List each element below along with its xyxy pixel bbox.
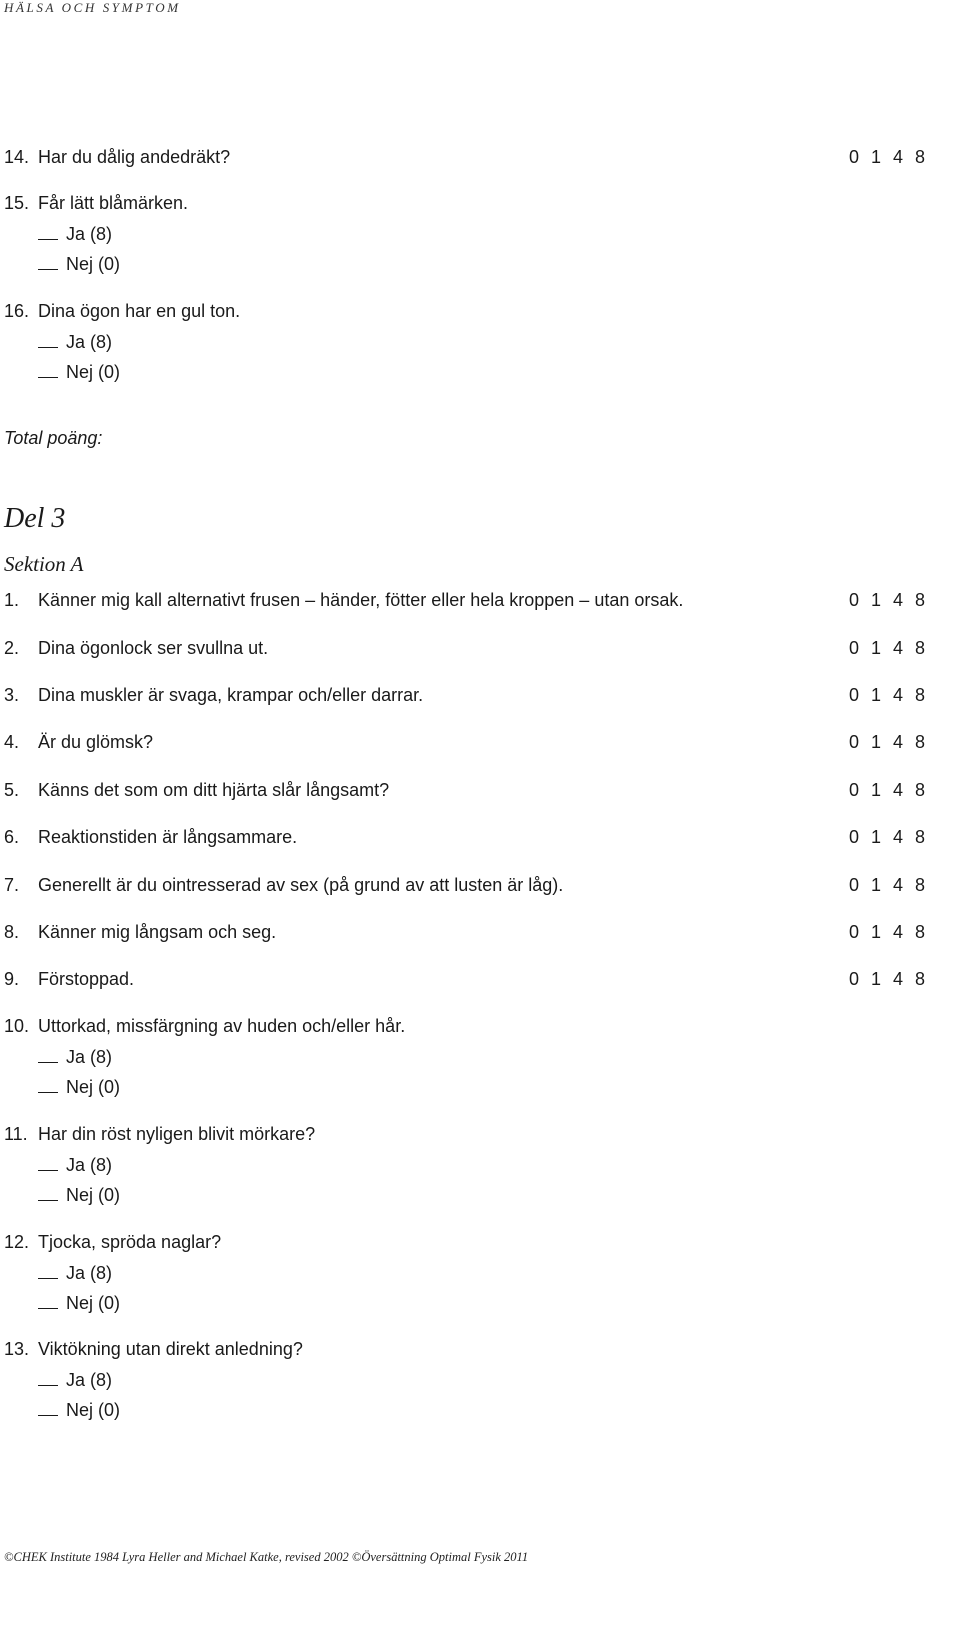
score-4[interactable]: 4 <box>893 590 904 610</box>
option-yes[interactable] <box>38 1047 112 1067</box>
answer-blank[interactable] <box>38 1078 58 1093</box>
score-scale[interactable] <box>849 875 937 895</box>
page-header: HÄLSA OCH SYMPTOM <box>4 0 181 15</box>
score-4[interactable]: 4 <box>893 147 904 167</box>
question-number: 11. <box>4 1124 28 1144</box>
score-1[interactable]: 1 <box>871 638 882 658</box>
score-8[interactable]: 8 <box>915 922 926 942</box>
question-16 <box>4 301 240 321</box>
option-label: Ja (8) <box>66 332 113 352</box>
option-label: Nej (0) <box>66 1400 121 1420</box>
score-1[interactable]: 1 <box>871 590 882 610</box>
question-text: Uttorkad, missfärgning av huden och/eller hår. <box>38 1016 406 1036</box>
question-number: 4. <box>4 732 20 752</box>
question-number: 14. <box>4 147 30 167</box>
score-scale[interactable] <box>849 685 937 705</box>
question-14 <box>4 147 230 167</box>
question-a13 <box>4 1339 303 1359</box>
answer-blank[interactable] <box>38 1264 58 1279</box>
score-0[interactable]: 0 <box>849 147 860 167</box>
option-yes[interactable] <box>38 332 112 352</box>
score-0[interactable]: 0 <box>849 969 860 989</box>
score-8[interactable]: 8 <box>915 685 926 705</box>
option-label: Ja (8) <box>66 1370 113 1390</box>
question-a4 <box>4 732 153 752</box>
question-text: Har din röst nyligen blivit mörkare? <box>38 1124 316 1144</box>
score-8[interactable]: 8 <box>915 780 926 800</box>
answer-blank[interactable] <box>38 363 58 378</box>
score-0[interactable]: 0 <box>849 638 860 658</box>
score-4[interactable]: 4 <box>893 732 904 752</box>
question-a3 <box>4 685 423 705</box>
option-yes[interactable] <box>38 1155 112 1175</box>
question-a7 <box>4 875 563 895</box>
score-scale[interactable] <box>849 969 937 989</box>
answer-blank[interactable] <box>38 333 58 348</box>
score-8[interactable]: 8 <box>915 875 926 895</box>
score-8[interactable]: 8 <box>915 732 926 752</box>
score-4[interactable]: 4 <box>893 875 904 895</box>
question-a8 <box>4 922 276 942</box>
question-a11 <box>4 1124 315 1144</box>
option-yes[interactable] <box>38 224 112 244</box>
option-no[interactable] <box>38 1077 120 1097</box>
score-1[interactable]: 1 <box>871 922 882 942</box>
score-1[interactable]: 1 <box>871 780 882 800</box>
question-number: 12. <box>4 1232 30 1252</box>
option-label: Nej (0) <box>66 254 121 274</box>
question-text: Känner mig långsam och seg. <box>38 922 277 942</box>
option-label: Ja (8) <box>66 1155 113 1175</box>
option-label: Ja (8) <box>66 1047 113 1067</box>
question-text: Känns det som om ditt hjärta slår långsamt? <box>38 780 390 800</box>
score-1[interactable]: 1 <box>871 685 882 705</box>
question-text: Är du glömsk? <box>38 732 154 752</box>
score-scale[interactable] <box>849 147 937 167</box>
option-label: Nej (0) <box>66 1077 121 1097</box>
question-text: Generellt är du ointresserad av sex (på grund av att lusten är låg). <box>38 875 564 895</box>
score-8[interactable]: 8 <box>915 638 926 658</box>
score-0[interactable]: 0 <box>849 732 860 752</box>
option-label: Ja (8) <box>66 1263 113 1283</box>
answer-blank[interactable] <box>38 1186 58 1201</box>
score-8[interactable]: 8 <box>915 147 926 167</box>
question-text: Dina ögon har en gul ton. <box>38 301 241 321</box>
option-label: Nej (0) <box>66 1185 121 1205</box>
answer-blank[interactable] <box>38 1401 58 1416</box>
question-number: 13. <box>4 1339 30 1359</box>
score-4[interactable]: 4 <box>893 685 904 705</box>
answer-blank[interactable] <box>38 1294 58 1309</box>
question-a1 <box>4 590 683 610</box>
score-1[interactable]: 1 <box>871 969 882 989</box>
question-number: 15. <box>4 193 30 213</box>
question-text: Känner mig kall alternativt frusen – händer, fötter eller hela kroppen – utan orsak. <box>38 590 684 610</box>
question-a12 <box>4 1232 221 1252</box>
question-number: 6. <box>4 827 20 847</box>
option-no[interactable] <box>38 1185 120 1205</box>
question-number: 1. <box>4 590 20 610</box>
answer-blank[interactable] <box>38 255 58 270</box>
score-scale[interactable] <box>849 922 937 942</box>
score-1[interactable]: 1 <box>871 875 882 895</box>
option-label: Nej (0) <box>66 1293 121 1313</box>
question-a2 <box>4 638 268 658</box>
score-4[interactable]: 4 <box>893 969 904 989</box>
part-title: Del 3 <box>4 503 66 534</box>
option-label: Ja (8) <box>66 224 113 244</box>
question-text: Reaktionstiden är långsammare. <box>38 827 298 847</box>
question-text: Förstoppad. <box>38 969 135 989</box>
question-a6 <box>4 827 297 847</box>
question-text: Tjocka, spröda naglar? <box>38 1232 222 1252</box>
question-15 <box>4 193 188 213</box>
question-text: Dina ögonlock ser svullna ut. <box>38 638 269 658</box>
question-text: Dina muskler är svaga, krampar och/eller darrar. <box>38 685 424 705</box>
question-text: Viktökning utan direkt anledning? <box>38 1339 303 1359</box>
score-0[interactable]: 0 <box>849 827 860 847</box>
score-4[interactable]: 4 <box>893 780 904 800</box>
score-4[interactable]: 4 <box>893 922 904 942</box>
question-number: 3. <box>4 685 20 705</box>
option-label: Nej (0) <box>66 362 121 382</box>
total-score-label: Total poäng: <box>4 428 103 448</box>
answer-blank[interactable] <box>38 225 58 240</box>
question-number: 8. <box>4 922 20 942</box>
question-number: 9. <box>4 969 20 989</box>
answer-blank[interactable] <box>38 1371 58 1386</box>
answer-blank[interactable] <box>38 1048 58 1063</box>
option-no[interactable] <box>38 1293 120 1313</box>
score-0[interactable]: 0 <box>849 590 860 610</box>
score-8[interactable]: 8 <box>915 969 926 989</box>
score-scale[interactable] <box>849 732 937 752</box>
score-0[interactable]: 0 <box>849 685 860 705</box>
copyright-footer: ©CHEK Institute 1984 Lyra Heller and Michael Katke, revised 2002 ©Översättning Optimal Fysik 2011 <box>4 1550 529 1564</box>
score-scale[interactable] <box>849 827 937 847</box>
option-no[interactable] <box>38 254 120 274</box>
question-number: 7. <box>4 875 20 895</box>
score-4[interactable]: 4 <box>893 827 904 847</box>
score-8[interactable]: 8 <box>915 590 926 610</box>
section-title: Sektion A <box>4 552 84 576</box>
score-0[interactable]: 0 <box>849 922 860 942</box>
answer-blank[interactable] <box>38 1156 58 1171</box>
score-1[interactable]: 1 <box>871 827 882 847</box>
score-0[interactable]: 0 <box>849 875 860 895</box>
question-text: Har du dålig andedräkt? <box>38 147 231 167</box>
score-scale[interactable] <box>849 590 937 610</box>
score-1[interactable]: 1 <box>871 732 882 752</box>
question-a5 <box>4 780 389 800</box>
score-8[interactable]: 8 <box>915 827 926 847</box>
question-number: 2. <box>4 638 20 658</box>
score-scale[interactable] <box>849 638 937 658</box>
question-number: 10. <box>4 1016 30 1036</box>
question-a9 <box>4 969 134 989</box>
score-4[interactable]: 4 <box>893 638 904 658</box>
score-0[interactable]: 0 <box>849 780 860 800</box>
option-yes[interactable] <box>38 1263 112 1283</box>
question-a10 <box>4 1016 405 1036</box>
question-text: Får lätt blåmärken. <box>38 193 189 213</box>
question-number: 16. <box>4 301 30 321</box>
question-number: 5. <box>4 780 20 800</box>
option-no[interactable] <box>38 362 120 382</box>
option-yes[interactable] <box>38 1370 112 1390</box>
score-scale[interactable] <box>849 780 937 800</box>
score-1[interactable]: 1 <box>871 147 882 167</box>
option-no[interactable] <box>38 1400 120 1420</box>
